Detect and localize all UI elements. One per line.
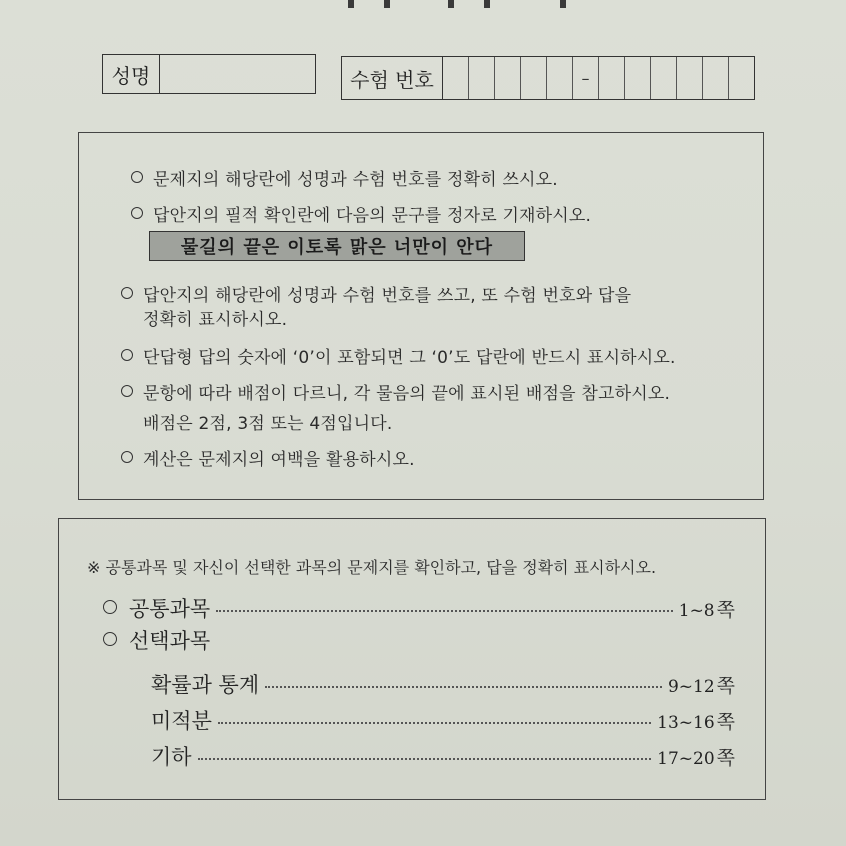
instruction-item: 단답형 답의 숫자에 ‘0’이 포함되면 그 ‘0’도 답란에 반드시 표시하시오. [121, 343, 676, 368]
bullet-circle-icon [121, 385, 133, 397]
instruction-item: 답안지의 필적 확인란에 다음의 문구를 정자로 기재하시오. [131, 201, 591, 226]
instruction-item: 문항에 따라 배점이 다르니, 각 물음의 끝에 표시된 배점을 참고하시오. [121, 379, 670, 404]
exam-number-cell[interactable] [729, 57, 754, 99]
exam-number-cell[interactable] [469, 57, 495, 99]
toc-title: 공통과목 [129, 597, 211, 621]
toc-page-range: 1~8 [678, 601, 715, 621]
bullet-circle-icon [121, 287, 133, 299]
exam-number-dash: – [573, 57, 599, 99]
name-field[interactable] [102, 54, 316, 94]
toc-row-elective[interactable] [151, 669, 735, 699]
dot-leader [265, 686, 662, 688]
toc-page-unit: 쪽 [716, 675, 735, 697]
toc-row-common[interactable] [103, 593, 735, 623]
instruction-continuation: 배점은 2점, 3점 또는 4점입니다. [143, 414, 393, 434]
exam-number-label: 수험 번호 [342, 57, 443, 99]
toc-row-elective-heading [103, 625, 210, 655]
instruction-item: 문제지의 해당란에 성명과 수험 번호를 정확히 쓰시오. [131, 165, 558, 190]
instruction-item: 답안지의 해당란에 성명과 수험 번호를 쓰고, 또 수험 번호와 답을 [121, 281, 631, 306]
toc-row-elective[interactable] [151, 741, 735, 771]
toc-page-unit: 쪽 [716, 747, 735, 769]
exam-number-cell[interactable] [547, 57, 573, 99]
name-label: 성명 [103, 55, 160, 93]
toc-page-unit: 쪽 [716, 599, 735, 621]
dot-leader [216, 610, 673, 612]
exam-number-cell[interactable] [651, 57, 677, 99]
bullet-circle-icon [121, 349, 133, 361]
toc-page-range: 13~16 [657, 713, 715, 733]
bullet-circle-icon [131, 171, 143, 183]
exam-number-cell[interactable] [495, 57, 521, 99]
bullet-circle-icon [103, 600, 117, 614]
subjects-note: ※ 공통과목 및 자신이 선택한 과목의 문제지를 확인하고, 답을 정확히 표시하시오. [87, 558, 657, 577]
exam-number-cells[interactable] [443, 57, 754, 99]
dot-leader [218, 722, 651, 724]
exam-number-cell[interactable] [599, 57, 625, 99]
bullet-circle-icon [103, 632, 117, 646]
subjects-box [58, 518, 766, 800]
bullet-circle-icon [131, 207, 143, 219]
instruction-item: 계산은 문제지의 여백을 활용하시오. [121, 445, 415, 470]
exam-number-cell[interactable] [521, 57, 547, 99]
handwriting-check-phrase: 물길의 끝은 이토록 맑은 너만이 안다 [149, 231, 525, 261]
toc-page-range: 9~12 [667, 677, 715, 697]
cropped-title-fragment [0, 0, 846, 10]
toc-title: 기하 [151, 745, 192, 769]
toc-page-range: 17~20 [657, 749, 715, 769]
exam-number-cell[interactable] [677, 57, 703, 99]
toc-title: 미적분 [151, 709, 212, 733]
toc-title: 확률과 통계 [151, 673, 260, 697]
toc-title: 선택과목 [129, 629, 211, 653]
exam-number-cell[interactable] [443, 57, 469, 99]
dot-leader [198, 758, 652, 760]
toc-row-elective[interactable] [151, 705, 735, 735]
toc-page-unit: 쪽 [716, 711, 735, 733]
name-input-area[interactable] [160, 55, 315, 93]
exam-number-cell[interactable] [703, 57, 729, 99]
exam-number-field[interactable] [341, 56, 755, 100]
bullet-circle-icon [121, 451, 133, 463]
instruction-continuation: 정확히 표시하시오. [143, 310, 288, 330]
instructions-box [78, 132, 764, 500]
exam-number-cell[interactable] [625, 57, 651, 99]
